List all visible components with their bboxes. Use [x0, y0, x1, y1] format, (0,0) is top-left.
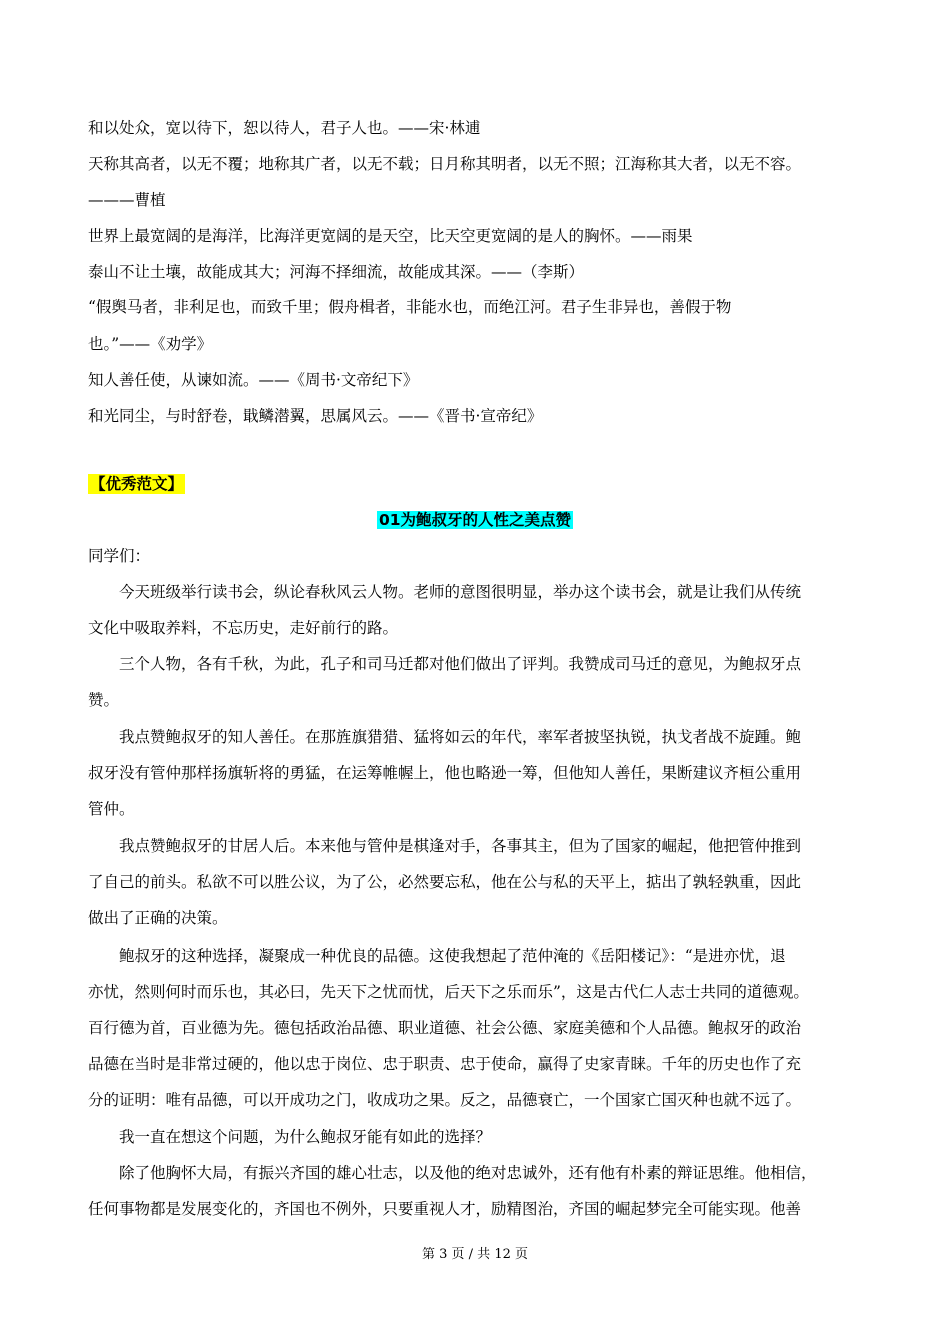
essay-title-text: 01为鲍叔牙的人性之美点赞 [378, 511, 572, 529]
quote-line: “假舆马者，非利足也，而致千里；假舟楫者，非能水也，而绝江河。君子生非异也，善假于物 [88, 298, 732, 316]
essay-line: 三个人物，各有千秋，为此，孔子和司马迁都对他们做出了评判。我赞成司马迁的意见，为鲍叔牙点 [88, 655, 802, 673]
essay-line: 亦忧，然则何时而乐也，其必曰，先天下之忧而忧，后天下之乐而乐”，这是古代仁人志士共同的道德观。 [88, 983, 809, 1001]
essay-line: 赞。 [88, 691, 120, 709]
essay-line: 百行德为首，百业德为先。德包括政治品德、职业道德、社会公德、家庭美德和个人品德。鲍叔牙的政治 [88, 1019, 802, 1037]
quote-line: ———曹植 [88, 191, 166, 209]
essay-line: 做出了正确的决策。 [88, 909, 228, 927]
essay-line: 品德在当时是非常过硬的，他以忠于岗位、忠于职责、忠于使命，赢得了史家青睐。千年的历史也作了充 [88, 1055, 802, 1073]
essay-line: 除了他胸怀大局，有振兴齐国的雄心壮志，以及他的绝对忠诚外，还有他有朴素的辩证思维。他相信， [88, 1164, 817, 1182]
quote-line: 知人善任使，从谏如流。——《周书·文帝纪下》 [88, 371, 419, 389]
essay-line: 了自己的前头。私欲不可以胜公议，为了公，必然要忘私，他在公与私的天平上，掂出了孰轻孰重，因此 [88, 873, 802, 891]
quote-line: 和以处众，宽以待下，恕以待人，君子人也。——宋·林逋 [88, 119, 481, 137]
essay-line: 今天班级举行读书会，纵论春秋风云人物。老师的意图很明显，举办这个读书会，就是让我们从传统 [88, 583, 802, 601]
essay-line: 叔牙没有管仲那样扬旗斩将的勇猛，在运筹帷幄上，他也略逊一筹，但他知人善任，果断建议齐桓公重用 [88, 764, 802, 782]
essay-line: 我点赞鲍叔牙的甘居人后。本来他与管仲是棋逢对手，各事其主，但为了国家的崛起，他把管仲推到 [88, 837, 802, 855]
quote-line: 泰山不让土壤，故能成其大；河海不择细流，故能成其深。——（李斯） [88, 263, 585, 281]
quote-line: 天称其高者，以无不覆；地称其广者，以无不载；日月称其明者，以无不照；江海称其大者，以无不容。 [88, 155, 802, 173]
essay-line: 我一直在想这个问题，为什么鲍叔牙能有如此的选择？ [88, 1128, 492, 1146]
essay-line: 鲍叔牙的这种选择，凝聚成一种优良的品德。这使我想起了范仲淹的《岳阳楼记》：“是进亦忧，退 [88, 947, 786, 965]
page-footer: 第 3 页 / 共 12 页 [422, 1247, 528, 1262]
essay-line: 同学们： [88, 547, 151, 565]
essay-line: 文化中吸取养料，不忘历史，走好前行的路。 [88, 619, 399, 637]
essay-line: 任何事物都是发展变化的，齐国也不例外，只要重视人才，励精图治，齐国的崛起梦完全可能实现。他善 [88, 1200, 802, 1218]
essay-title [0, 510, 950, 530]
quote-line: 世界上最宽阔的是海洋，比海洋更宽阔的是天空，比天空更宽阔的是人的胸怀。——雨果 [88, 227, 693, 245]
quote-line: 和光同尘，与时舒卷，戢鳞潜翼，思属风云。——《晋书·宣帝纪》 [88, 407, 543, 425]
section-tag: 【优秀范文】 [90, 475, 184, 493]
essay-line: 管仲。 [88, 800, 135, 818]
essay-line: 我点赞鲍叔牙的知人善任。在那旌旗猎猎、猛将如云的年代，率军者披坚执锐，执戈者战不旋踵。鲍 [88, 728, 802, 746]
essay-line: 分的证明：唯有品德，可以开成功之门，收成功之果。反之，品德衰亡，一个国家亡国灭种也就不远了。 [88, 1091, 802, 1109]
quote-line: 也。”——《劝学》 [88, 335, 213, 353]
